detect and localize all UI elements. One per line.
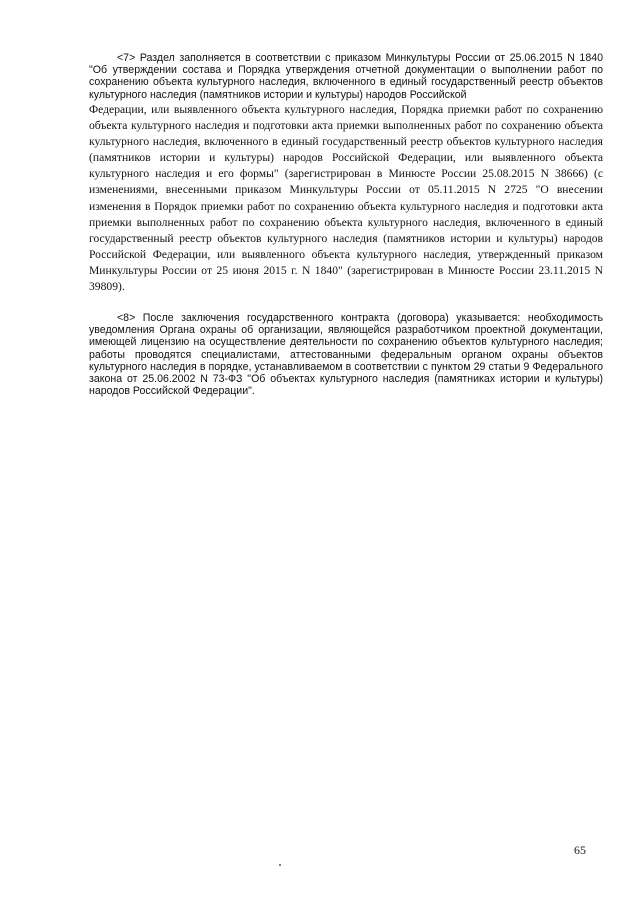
scan-speck [279, 864, 281, 866]
footnote-8: <8> После заключения государственного контракта (договора) указывается: необходимость уведомления Органа охраны об организации, являющейся разработчиком проектной документации, имеющей лицензию на осуществление деятельности по сохранению объектов культурного наследия; работы проводятся специалистами, аттестованными федеральным органом охраны объектов культурного наследия в порядке, устанавливаемом в соответствии с пунктом 29 статьи 9 Федерального закона от 25.06.2002 N 73-ФЗ "Об объектах культурного наследия (памятниках истории и культуры) народов Российской Федерации". [89, 312, 603, 398]
page-number: 65 [574, 843, 586, 857]
footnote-7-opening: <7> Раздел заполняется в соответствии с приказом Минкультуры России от 25.06.2015 N 1840 "Об утверждении состава и Порядка утверждения отчетной документации о выполнении работ по сохранению объекта культурного наследия, включенного в единый государственный реестр объектов культурного наследия (памятников истории и культуры) народов Российской [89, 52, 603, 101]
footnote-7-continuation: Федерации, или выявленного объекта культурного наследия, Порядка приемки работ по сохранению объекта культурного наследия и подготовки акта приемки выполненных работ по сохранению объекта культурного наследия, включенного в единый государственный реестр объектов культурного наследия (памятников истории и культуры) народов Российской Федерации, или выявленного объекта культурного наследия и его формы" (зарегистрирован в Минюсте России 25.08.2015 N 38666) (с изменениями, внесенными приказом Минкультуры России от 05.11.2015 N 2725 "О внесении изменения в Порядок приемки работ по сохранению объекта культурного наследия и подготовки акта приемки выполненных работ по сохранению объекта культурного наследия, включенного в единый государственный реестр объектов культурного наследия (памятников истории и культуры) народов Российской Федерации, или выявленного объекта культурного наследия, утвержденный приказом Минкультуры России от 25 июня 2015 г. N 1840" (зарегистрирован в Минюсте России 23.11.2015 N 39809). [89, 103, 603, 294]
